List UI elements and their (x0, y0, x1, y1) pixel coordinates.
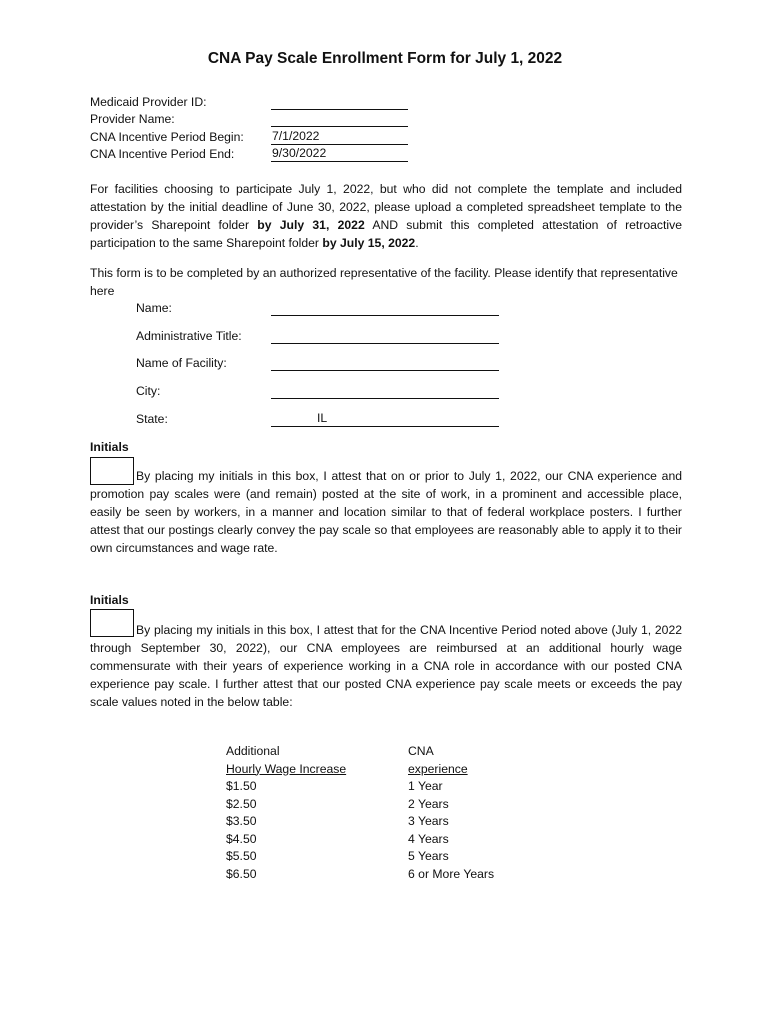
initials-heading-2: Initials (90, 593, 129, 607)
instructions-text-3: . (415, 236, 419, 250)
state-value: IL (317, 411, 328, 425)
experience-cell: 3 Years (408, 814, 449, 828)
initials-heading-1: Initials (90, 440, 129, 454)
instructions-text-1: For facilities choosing to participate July 1, 2022, but who did not complete the template and included attestation by the initial deadline of June 30, 2022, please upload a completed spreadsheet template to the provider’s Sharepoint folder (90, 182, 682, 232)
experience-cell: 6 or More Years (408, 866, 495, 881)
medicaid-provider-id-label: Medicaid Provider ID: (90, 95, 207, 109)
period-end-field[interactable]: 9/30/2022 (271, 144, 408, 162)
attestation-1 (90, 467, 682, 557)
instructions-paragraph (90, 180, 682, 252)
experience-header-line2: experience (408, 761, 468, 776)
rep-title-label: Administrative Title: (136, 329, 242, 343)
rep-title-field[interactable] (271, 326, 499, 344)
cna-experience-column (408, 742, 494, 882)
deadline-july-31: by July 31, 2022 (257, 218, 365, 232)
rep-name-label: Name: (136, 301, 172, 315)
experience-header-line1: CNA (408, 744, 434, 758)
period-begin-field[interactable]: 7/1/2022 (271, 127, 408, 145)
wage-cell: $4.50 (226, 831, 257, 846)
wage-cell: $6.50 (226, 866, 257, 881)
deadline-july-15: by July 15, 2022 (322, 236, 416, 250)
instructions-text-2: AND submit this completed attestation of retroactive participation to the same Sharepoint folder (90, 218, 682, 250)
city-field[interactable] (271, 381, 499, 399)
wage-header-line2: Hourly Wage Increase (226, 761, 347, 776)
wage-increase-column (226, 742, 346, 882)
provider-name-field[interactable] (271, 109, 408, 127)
period-end-label: CNA Incentive Period End: (90, 147, 235, 161)
wage-cell: $3.50 (226, 814, 257, 828)
facility-name-field[interactable] (271, 353, 499, 371)
provider-name-label: Provider Name: (90, 112, 175, 126)
wage-cell: $2.50 (226, 796, 257, 811)
rep-name-field[interactable] (271, 298, 499, 316)
state-field[interactable] (271, 409, 499, 427)
experience-cell: 5 Years (408, 849, 449, 863)
experience-cell: 2 Years (408, 796, 449, 811)
experience-cell: 4 Years (408, 831, 449, 846)
city-label: City: (136, 384, 161, 398)
attestation-2 (90, 621, 682, 711)
facility-name-label: Name of Facility: (136, 356, 227, 370)
wage-cell: $1.50 (226, 779, 257, 793)
medicaid-provider-id-field[interactable] (271, 92, 408, 110)
wage-header-line1: Additional (226, 744, 280, 758)
representative-intro: This form is to be completed by an authorized representative of the facility. Please identify that representative here (90, 266, 678, 298)
experience-cell: 1 Year (408, 779, 443, 793)
attestation-1-text: By placing my initials in this box, I attest that on or prior to July 1, 2022, our CNA experience and promotion pay scales were (and remain) posted at the site of work, in a prominent and accessible place, easily be seen by workers, in a manner and location similar to that of federal workplace posters. I further attest that our postings clearly convey the pay scale so that employees are reasonably able to apply it to their own circumstances and wage rate. (90, 469, 682, 555)
state-label: State: (136, 412, 168, 426)
period-begin-label: CNA Incentive Period Begin: (90, 130, 244, 144)
wage-cell: $5.50 (226, 849, 257, 863)
page-title: CNA Pay Scale Enrollment Form for July 1, 2022 (207, 50, 563, 67)
attestation-2-text: By placing my initials in this box, I attest that for the CNA Incentive Period noted above (July 1, 2022 through September 30, 2022), our CNA employees are reimbursed at an additional hourly wage commensurate with their years of experience working in a CNA role in accordance with our posted CNA experience pay scale. I further attest that our posted CNA experience pay scale meets or exceeds the pay scale values noted in the below table: (90, 623, 682, 709)
